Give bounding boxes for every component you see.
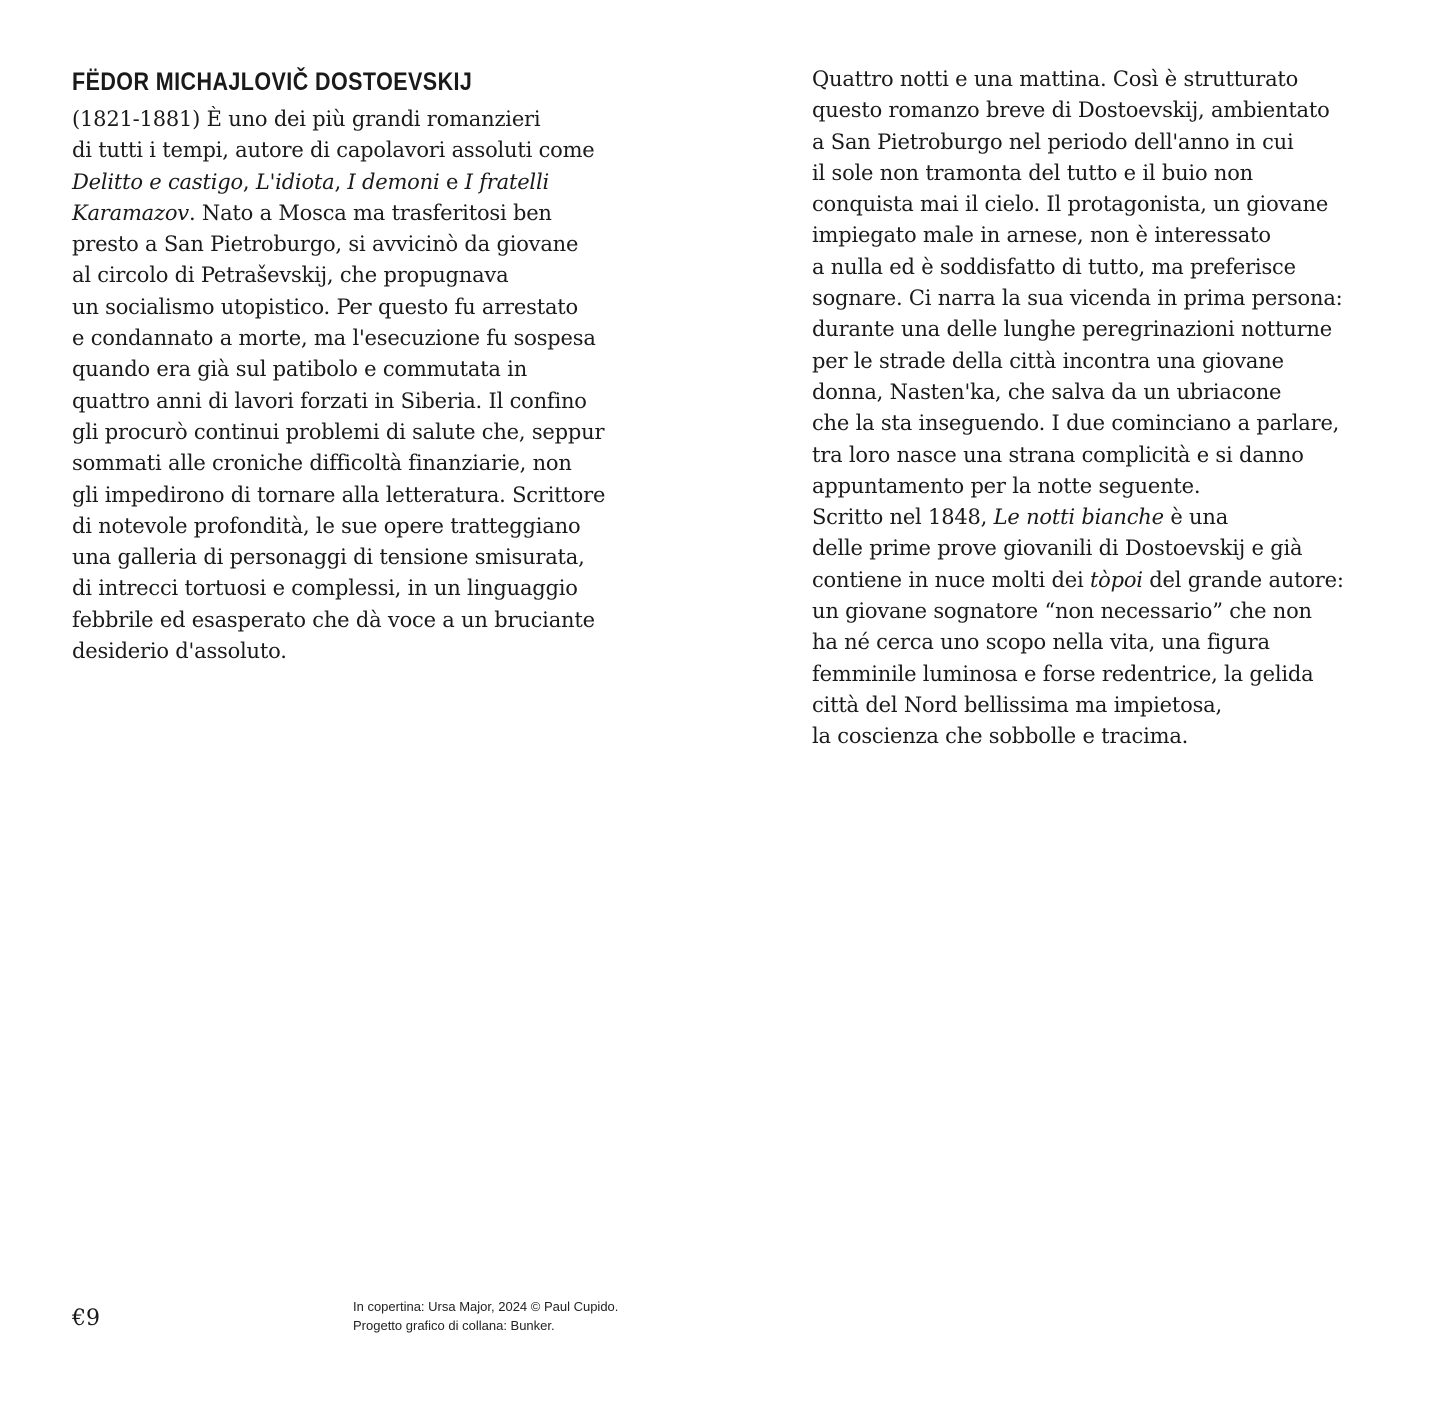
credits: [353, 1297, 618, 1335]
bio-line: [72, 104, 672, 135]
text-run: al circolo di Petraševskij, che propugnava: [72, 263, 509, 288]
italic-title: I fratelli: [464, 169, 549, 194]
bio-line: [72, 636, 672, 667]
synopsis-line: [812, 314, 1412, 345]
italic-title: I demoni: [347, 169, 440, 194]
text-run: che la sta inseguendo. I due cominciano a parlare,: [812, 411, 1340, 436]
bio-line: [72, 480, 672, 511]
synopsis-line: [812, 502, 1412, 533]
text-run: durante una delle lunghe peregrinazioni notturne: [812, 317, 1332, 342]
synopsis-line: [812, 596, 1412, 627]
text-run: il sole non tramonta del tutto e il buio non: [812, 160, 1253, 185]
bio-line: [72, 323, 672, 354]
text-run: ha né cerca uno scopo nella vita, una figura: [812, 630, 1270, 655]
text-run: a San Pietroburgo nel periodo dell'anno in cui: [812, 129, 1294, 154]
text-run: . Nato a Mosca ma trasferitosi ben: [188, 200, 552, 225]
bio-line: [72, 229, 672, 260]
text-run: a nulla ed è soddisfatto di tutto, ma preferisce: [812, 254, 1296, 279]
bio-line: [72, 386, 672, 417]
synopsis-column: [812, 64, 1412, 753]
synopsis-line: [812, 64, 1412, 95]
bio-line: [72, 511, 672, 542]
text-run: una galleria di personaggi di tensione smisurata,: [72, 545, 585, 570]
text-run: presto a San Pietroburgo, si avvicinò da giovane: [72, 232, 579, 257]
text-run: femminile luminosa e forse redentrice, la gelida: [812, 661, 1314, 686]
text-run: ,: [242, 169, 256, 194]
synopsis-line: [812, 721, 1412, 752]
synopsis-line: [812, 627, 1412, 658]
cover-credit: In copertina: Ursa Major, 2024 © Paul Cupido.: [353, 1299, 619, 1314]
text-run: (1821-1881) È uno dei più grandi romanzieri: [72, 107, 541, 131]
synopsis-line: [812, 408, 1412, 439]
synopsis-line: [812, 690, 1412, 721]
synopsis-line: [812, 127, 1412, 158]
synopsis-line: [812, 471, 1412, 502]
text-run: di notevole profondità, le sue opere tratteggiano: [72, 513, 581, 538]
italic-title: tòpoi: [1089, 567, 1143, 592]
bio-line: [72, 198, 672, 229]
text-run: quattro anni di lavori forzati in Siberia. Il confino: [72, 388, 587, 413]
text-run: per le strade della città incontra una giovane: [812, 348, 1284, 373]
price-label: €9: [72, 1306, 100, 1331]
text-run: la coscienza che sobbolle e tracima.: [812, 724, 1189, 749]
italic-title: Karamazov: [72, 200, 189, 225]
text-run: delle prime prove giovanili di Dostoevskij e già: [812, 536, 1303, 561]
synopsis-line: [812, 158, 1412, 189]
bio-line: [72, 135, 672, 166]
author-name: FËDOR MICHAJLOVIČ DOSTOEVSKIJ: [72, 68, 473, 96]
synopsis-line: [812, 533, 1412, 564]
text-run: conquista mai il cielo. Il protagonista, un giovane: [812, 192, 1329, 217]
synopsis-line: [812, 377, 1412, 408]
text-run: contiene in nuce molti dei: [812, 567, 1090, 592]
text-run: questo romanzo breve di Dostoevskij, ambientato: [812, 98, 1330, 123]
bio-line: [72, 448, 672, 479]
bio-line: [72, 573, 672, 604]
synopsis-line: [812, 659, 1412, 690]
text-run: sognare. Ci narra la sua vicenda in prima persona:: [812, 286, 1343, 311]
author-column: [72, 62, 672, 667]
synopsis-line: [812, 95, 1412, 126]
text-run: quando era già sul patibolo e commutata in: [72, 357, 528, 382]
text-run: città del Nord bellissima ma impietosa,: [812, 692, 1222, 717]
text-run: è una: [1163, 505, 1229, 530]
synopsis-line: [812, 440, 1412, 471]
italic-title: Delitto e castigo: [72, 169, 243, 194]
text-run: e condannato a morte, ma l'esecuzione fu sospesa: [72, 326, 596, 351]
synopsis-line: [812, 283, 1412, 314]
synopsis-line: [812, 346, 1412, 377]
italic-title: L'idiota: [255, 169, 335, 194]
text-run: Scritto nel 1848,: [812, 505, 994, 530]
text-run: un socialismo utopistico. Per questo fu arrestato: [72, 294, 578, 319]
bio-line: [72, 354, 672, 385]
text-run: febbrile ed esasperato che dà voce a un bruciante: [72, 607, 595, 632]
bio-line: [72, 292, 672, 323]
synopsis-line: [812, 565, 1412, 596]
text-run: appuntamento per la notte seguente.: [812, 473, 1201, 498]
text-run: tra loro nasce una strana complicità e si danno: [812, 442, 1304, 467]
text-run: e: [439, 169, 465, 194]
text-run: sommati alle croniche difficoltà finanziarie, non: [72, 451, 572, 476]
text-run: di tutti i tempi, autore di capolavori assoluti come: [72, 138, 595, 163]
book-synopsis: [812, 64, 1412, 753]
synopsis-line: [812, 220, 1412, 251]
synopsis-line: [812, 252, 1412, 283]
text-run: gli impedirono di tornare alla letteratura. Scrittore: [72, 482, 606, 507]
design-credit: Progetto grafico di collana: Bunker.: [353, 1318, 555, 1333]
text-run: del grande autore:: [1142, 567, 1344, 592]
text-run: un giovane sognatore “non necessario” che non: [812, 599, 1312, 624]
text-run: gli procurò continui problemi di salute che, seppur: [72, 419, 605, 444]
bio-line: [72, 605, 672, 636]
synopsis-line: [812, 189, 1412, 220]
bio-line: [72, 167, 672, 198]
text-run: desiderio d'assoluto.: [72, 639, 287, 664]
text-run: impiegato male in arnese, non è interessato: [812, 223, 1271, 248]
bio-line: [72, 542, 672, 573]
bio-line: [72, 260, 672, 291]
text-run: di intrecci tortuosi e complessi, in un linguaggio: [72, 576, 578, 601]
bio-line: [72, 417, 672, 448]
italic-title: Le notti bianche: [993, 505, 1164, 530]
text-run: ,: [334, 169, 348, 194]
text-run: Quattro notti e una mattina. Così è strutturato: [812, 67, 1299, 91]
author-biography: [72, 104, 672, 667]
text-run: donna, Nasten'ka, che salva da un ubriacone: [812, 379, 1282, 404]
